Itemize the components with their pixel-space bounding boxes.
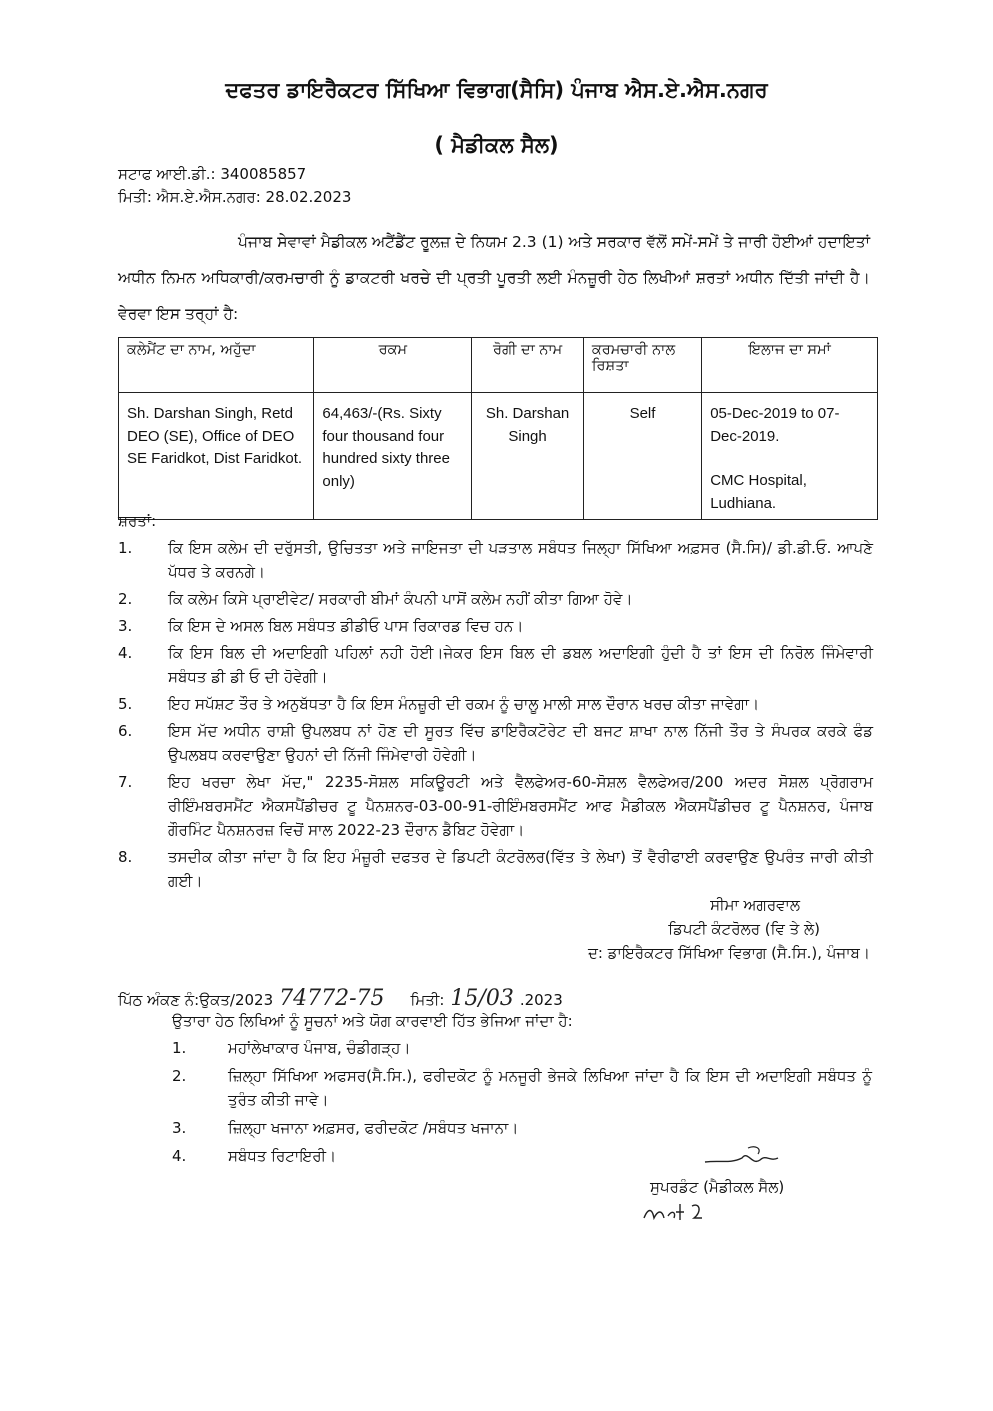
endorsement-line bbox=[118, 986, 563, 1011]
list-text: ਇਹ ਸਪੱਸ਼ਟ ਤੌਰ ਤੇ ਅਨੁਬੱਧਤਾ ਹੈ ਕਿ ਇਸ ਮੰਨਜ਼ੂਰੀ ਦੀ ਰਕਮ ਨੂੰ ਚਾਲੂ ਮਾਲੀ ਸਾਲ ਦੌਰਾਨ ਖਰਚ ਕੀਤਾ ਜਾਵੇਗਾ। bbox=[168, 695, 760, 713]
issue-date: ਮਿਤੀ: ਐਸ.ਏ.ਐਸ.ਨਗਰ: 28.02.2023 bbox=[118, 188, 352, 206]
signatory-block bbox=[520, 893, 870, 965]
signatory-name: ਸੀਮਾ ਅਗਰਵਾਲ bbox=[710, 896, 800, 914]
list-text: ਮਹਾਂਲੇਖਾਕਾਰ ਪੰਜਾਬ, ਚੰਡੀਗੜ੍ਹ। bbox=[228, 1039, 411, 1057]
list-number: 5. bbox=[118, 695, 133, 713]
cell-amount: 64,463/-(Rs. Sixty four thousand four hundred sixty three only) bbox=[314, 393, 472, 520]
endorsement-prefix: ਪਿੱਠ ਅੰਕਣ ਨੰ:ਉਕਤ/2023 bbox=[118, 991, 274, 1009]
table-header-row bbox=[119, 338, 878, 393]
treatment-dates: 05-Dec-2019 to 07-Dec-2019. bbox=[710, 405, 840, 445]
table-row bbox=[119, 393, 878, 520]
list-item bbox=[172, 1116, 872, 1140]
header-relation: ਕਰਮਚਾਰੀ ਨਾਲ ਰਿਸ਼ਤਾ bbox=[583, 338, 701, 393]
list-text: ਜ਼ਿਲ੍ਹਾ ਸਿੱਖਿਆ ਅਫਸਰ(ਸੈ.ਸਿ.), ਫਰੀਦਕੋਟ ਨੂੰ ਮਨਜੂਰੀ ਭੇਜਕੇ ਲਿਖਿਆ ਜਾਂਦਾ ਹੈ ਕਿ ਇਸ ਦੀ ਅਦਾਇਗੀ ਸਬੰਧਤ ਨੂੰ ਤੁਰੰਤ ਕੀਤੀ ਜਾਵੇ। bbox=[228, 1067, 872, 1109]
superintendent-block bbox=[650, 1140, 850, 1230]
list-item bbox=[118, 536, 873, 584]
list-text: ਕਿ ਇਸ ਬਿਲ ਦੀ ਅਦਾਇਗੀ ਪਹਿਲਾਂ ਨਹੀ ਹੋਈ।ਜੇਕਰ ਇਸ ਬਿਲ ਦੀ ਡਬਲ ਅਦਾਇਗੀ ਹੁੰਦੀ ਹੈ ਤਾਂ ਇਸ ਦੀ ਨਿਰੋਲ ਜਿੰਮੇਵਾਰੀ ਸਬੰਧਤ ਡੀ ਡੀ ਓ ਦੀ ਹੋਵੇਗੀ। bbox=[168, 644, 873, 686]
list-item bbox=[118, 719, 873, 767]
intro-paragraph bbox=[118, 224, 870, 332]
hospital-name: CMC Hospital, Ludhiana. bbox=[710, 472, 807, 512]
list-number: 4. bbox=[118, 644, 133, 662]
list-item bbox=[118, 587, 873, 611]
list-item bbox=[118, 641, 873, 689]
superintendent-designation: ਸੁਪਰਡੰਟ (ਮੈਡੀਕਲ ਸੈਲ) bbox=[650, 1178, 785, 1196]
list-number: 4. bbox=[172, 1147, 187, 1165]
list-text: ਜ਼ਿਲ੍ਹਾ ਖਜਾਨਾ ਅਫ਼ਸਰ, ਫਰੀਦਕੋਟ /ਸਬੰਧਤ ਖਜਾਨਾ। bbox=[228, 1119, 519, 1137]
copy-intro: ਉਤਾਰਾ ਹੇਠ ਲਿਖਿਆਂ ਨੂੰ ਸੂਚਨਾਂ ਅਤੇ ਯੋਗ ਕਾਰਵਾਈ ਹਿੱਤ ਭੇਜਿਆ ਜਾਂਦਾ ਹੈ: bbox=[172, 1012, 573, 1030]
office-title: ਦਫਤਰ ਡਾਇਰੈਕਟਰ ਸਿੱਖਿਆ ਵਿਭਾਗ(ਸੈਸਿ) ਪੰਜਾਬ ਐਸ.ਏ.ਐਸ.ਨਗਰ bbox=[225, 78, 768, 102]
list-item bbox=[118, 692, 873, 716]
list-text: ਸਬੰਧਤ ਰਿਟਾਇਰੀ। bbox=[228, 1147, 337, 1165]
list-item bbox=[118, 770, 873, 842]
list-text: ਇਹ ਖਰਚਾ ਲੇਖਾ ਮੱਦ," 2235-ਸੋਸ਼ਲ ਸਕਿਊਰਟੀ ਅਤੇ ਵੈਲਫੇਅਰ-60-ਸੋਸ਼ਲ ਵੈਲਫੇਅਰ/200 ਅਦਰ ਸੋਸ਼ਲ ਪ੍ਰੋਗਰਾਮ ਰੀਇੰਮਬਰਸਮੈਂਟ ਐਕਸਪੈਂਡੀਚਰ ਟੂ ਪੈਨਸ਼ਨਰ-03-00-91-ਰੀਇੰਮਬਰਸਮੈਂਟ ਆਫ ਮੈਡੀਕਲ ਐਕਸਪੈਂਡੀਚਰ ਟੂ ਪੈਨਸ਼ਨਰ, ਪੰਜਾਬ ਗੌਰਮਿੰਟ ਪੈਨਸ਼ਨਰਜ਼ ਵਿਚੋਂ ਸਾਲ 2022-23 ਦੌਰਾਨ ਡੈਬਿਟ ਹੋਵੇਗਾ। bbox=[168, 773, 873, 839]
header-period: ਇਲਾਜ ਦਾ ਸਮਾਂ bbox=[702, 338, 878, 393]
list-text: ਤਸਦੀਕ ਕੀਤਾ ਜਾਂਦਾ ਹੈ ਕਿ ਇਹ ਮੰਜ਼ੂਰੀ ਦਫਤਰ ਦੇ ਡਿਪਟੀ ਕੰਟਰੋਲਰ(ਵਿੱਤ ਤੇ ਲੇਖਾ) ਤੋਂ ਵੈਰੀਫਾਈ ਕਰਵਾਉਣ ਉਪਰੰਤ ਜਾਰੀ ਕੀਤੀ ਗਈ। bbox=[168, 848, 873, 890]
signatory-designation: ਡਿਪਟੀ ਕੰਟਰੋਲਰ (ਵਿ ਤੇ ਲੇ) bbox=[668, 920, 820, 938]
cell-relation: Self bbox=[583, 393, 701, 520]
header-claimant: ਕਲੇਮੈਂਟ ਦਾ ਨਾਮ, ਅਹੁੱਦਾ bbox=[119, 338, 314, 393]
list-text: ਕਿ ਕਲੇਮ ਕਿਸੇ ਪ੍ਰਾਈਵੇਟ/ ਸਰਕਾਰੀ ਬੀਮਾਂ ਕੰਪਨੀ ਪਾਸੋਂ ਕਲੇਮ ਨਹੀਂ ਕੀਤਾ ਗਿਆ ਹੋਵੇ। bbox=[168, 590, 633, 608]
list-text: ਕਿ ਇਸ ਦੇ ਅਸਲ ਬਿਲ ਸਬੰਧਤ ਡੀਡੀਓ ਪਾਸ ਰਿਕਾਰਡ ਵਿਚ ਹਨ। bbox=[168, 617, 524, 635]
list-number: 8. bbox=[118, 848, 133, 866]
list-text: ਕਿ ਇਸ ਕਲੇਮ ਦੀ ਦਰੁੱਸਤੀ, ਉਚਿਤਤਾ ਅਤੇ ਜਾਇਜਤਾ ਦੀ ਪੜਤਾਲ ਸਬੰਧਤ ਜਿਲ੍ਹਾ ਸਿੱਖਿਆ ਅਫ਼ਸਰ (ਸੈ.ਸਿ)/ ਡੀ.ਡੀ.ਓ. ਆਪਣੇ ਪੱਧਰ ਤੇ ਕਰਨਗੇ। bbox=[168, 539, 873, 581]
conditions-list bbox=[118, 536, 873, 896]
list-number: 2. bbox=[172, 1067, 187, 1085]
list-number: 3. bbox=[118, 617, 133, 635]
handwritten-number: 74772-75 bbox=[279, 986, 385, 1011]
list-number: 6. bbox=[118, 722, 133, 740]
list-text: ਇਸ ਮੱਦ ਅਧੀਨ ਰਾਸ਼ੀ ਉਪਲਬਧ ਨਾਂ ਹੋਣ ਦੀ ਸੂਰਤ ਵਿੱਚ ਡਾਇਰੈਕਟੋਰੇਟ ਦੀ ਬਜਟ ਸ਼ਾਖਾ ਨਾਲ ਨਿੱਜੀ ਤੌਰ ਤੇ ਸੰਪਰਕ ਕਰਕੇ ਫੰਡ ਉਪਲਬਧ ਕਰਵਾਉਣਾ ਉਹਨਾਂ ਦੀ ਨਿੱਜੀ ਜਿੰਮੇਵਾਰੀ ਹੋਵੇਗੀ। bbox=[168, 722, 873, 764]
staff-id: ਸਟਾਫ ਆਈ.ਡੀ.: 340085857 bbox=[118, 165, 307, 183]
conditions-label: ਸ਼ਰਤਾਂ: bbox=[118, 512, 157, 530]
cell-claimant: Sh. Darshan Singh, Retd DEO (SE), Office of DEO SE Faridkot, Dist Faridkot. bbox=[119, 393, 314, 520]
initials-mark bbox=[640, 1196, 720, 1226]
header-patient: ਰੋਗੀ ਦਾ ਨਾਮ bbox=[472, 338, 583, 393]
list-number: 7. bbox=[118, 773, 133, 791]
claim-table bbox=[118, 337, 878, 520]
endorsement-year: .2023 bbox=[519, 991, 563, 1009]
list-item bbox=[118, 845, 873, 893]
endorsement-date-label: ਮਿਤੀ: bbox=[410, 991, 445, 1009]
cell-patient: Sh. Darshan Singh bbox=[472, 393, 583, 520]
cell-subtitle: ( ਮੈਡੀਕਲ ਸੈਲ) bbox=[434, 133, 559, 157]
list-number: 2. bbox=[118, 590, 133, 608]
list-item bbox=[172, 1064, 872, 1112]
handwritten-date: 15/03 bbox=[450, 986, 514, 1011]
header-amount: ਰਕਮ bbox=[314, 338, 472, 393]
list-item bbox=[172, 1036, 872, 1060]
superintendent-signature bbox=[700, 1140, 790, 1174]
signatory-office: ਦ: ਡਾਇਰੈਕਟਰ ਸਿੱਖਿਆ ਵਿਭਾਗ (ਸੈ.ਸਿ.), ਪੰਜਾਬ। bbox=[587, 944, 870, 962]
cell-period bbox=[702, 393, 878, 520]
list-number: 1. bbox=[118, 539, 133, 557]
list-number: 1. bbox=[172, 1039, 187, 1057]
list-item bbox=[118, 614, 873, 638]
intro-text: ਪੰਜਾਬ ਸੇਵਾਵਾਂ ਮੈਡੀਕਲ ਅਟੈਂਡੈਂਟ ਰੂਲਜ਼ ਦੇ ਨਿਯਮ 2.3 (1) ਅਤੇ ਸਰਕਾਰ ਵੱਲੋਂ ਸਮੇਂ-ਸਮੇਂ ਤੇ ਜਾਰੀ ਹੋਈਆਂ ਹਦਾਇਤਾਂ ਅਧੀਨ ਨਿਮਨ ਅਧਿਕਾਰੀ/ਕਰਮਚਾਰੀ ਨੂੰ ਡਾਕਟਰੀ ਖਰਚੇ ਦੀ ਪ੍ਰਤੀ ਪੂਰਤੀ ਲਈ ਮੰਨਜ਼ੂਰੀ ਹੇਠ ਲਿਖੀਆਂ ਸ਼ਰਤਾਂ ਅਧੀਨ ਦਿੱਤੀ ਜਾਂਦੀ ਹੈ। ਵੇਰਵਾ ਇਸ ਤਰ੍ਹਾਂ ਹੈ: bbox=[118, 233, 870, 323]
list-number: 3. bbox=[172, 1119, 187, 1137]
